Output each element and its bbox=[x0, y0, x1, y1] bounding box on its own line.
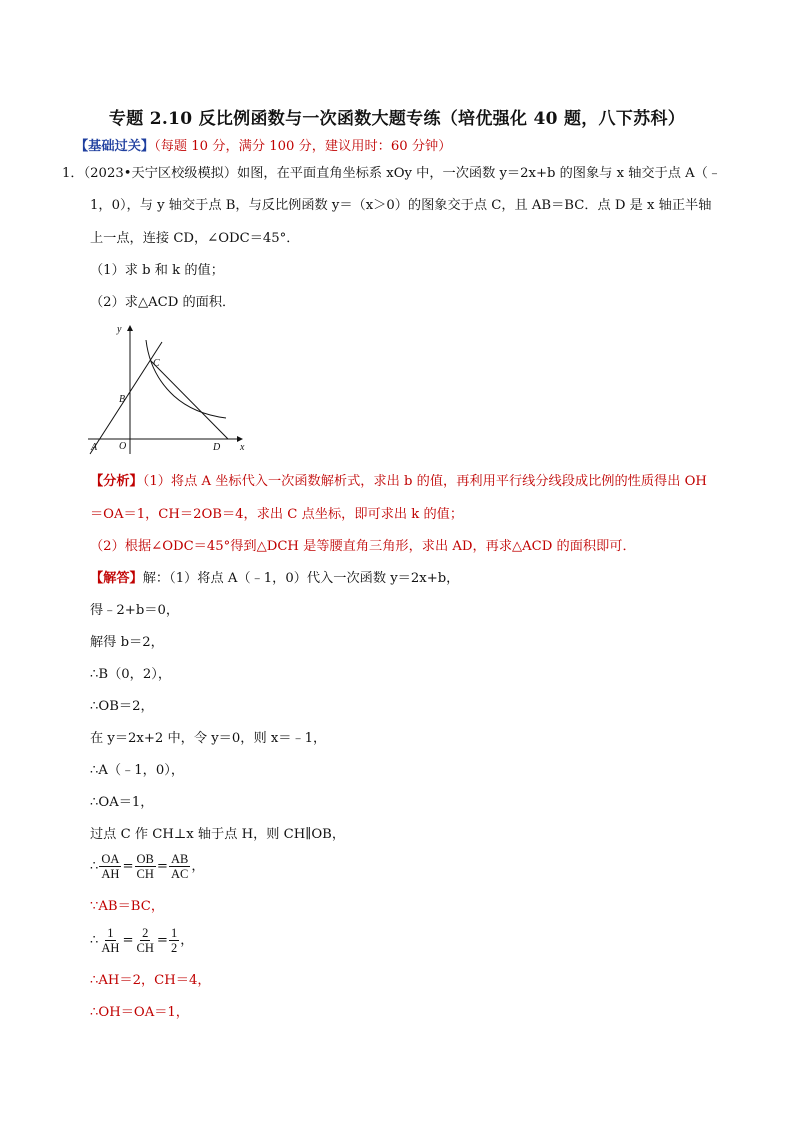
solution-tag: 【解答】 bbox=[90, 571, 143, 586]
fraction bbox=[99, 852, 121, 881]
solution-line-11 bbox=[90, 898, 164, 916]
function-graph-figure bbox=[86, 318, 250, 458]
segment-cd bbox=[150, 360, 228, 439]
question-2: （2）求△ACD 的面积． bbox=[90, 295, 236, 310]
solution-line-13: ∴AH＝2，CH＝4， bbox=[90, 973, 211, 988]
solution-line-2: 得﹣2+b＝0， bbox=[90, 603, 180, 618]
problem-text-1: 如图，在平面直角坐标系 xOy 中，一次函数 y＝2x+b 的图象与 x 轴交于点 A（﹣ bbox=[237, 166, 722, 181]
problem-line-1 bbox=[62, 165, 721, 183]
therefore-symbol: ∴ bbox=[90, 859, 99, 874]
numerator: 2 bbox=[142, 926, 149, 940]
question-1: （1）求 b 和 k 的值； bbox=[90, 263, 224, 278]
page-title: 专题 2.10 反比例函数与一次函数大题专练（培优强化 40 题，八下苏科） bbox=[108, 109, 686, 129]
solution-line-5: ∴OB＝2， bbox=[90, 699, 154, 714]
y-axis-label: y bbox=[117, 324, 122, 335]
denominator: CH bbox=[136, 941, 154, 955]
problem-number: 1． bbox=[62, 166, 84, 181]
section-header bbox=[75, 138, 451, 156]
proportion-equation-2 bbox=[90, 926, 193, 955]
solution-line-6: 在 y＝2x+2 中，令 y＝0，则 x＝﹣1， bbox=[90, 731, 327, 746]
denominator: AC bbox=[170, 867, 189, 881]
solution-text-1: 解：（1）将点 A（﹣1，0）代入一次函数 y＝2x+b， bbox=[142, 571, 460, 586]
point-c-label: C bbox=[153, 358, 160, 369]
solution-line-4: ∴B（0，2）， bbox=[90, 667, 172, 682]
therefore-symbol: ∴ bbox=[90, 933, 99, 948]
solution-text-11: AB＝BC， bbox=[98, 899, 165, 914]
solution-line-14: ∴OH＝OA＝1， bbox=[90, 1005, 189, 1020]
solution-line-1 bbox=[90, 570, 459, 588]
analysis-line-3: （2）根据∠ODC＝45°得到△DCH 是等腰直角三角形，求出 AD，再求△ACD 的面积即可． bbox=[90, 539, 636, 554]
fraction bbox=[135, 926, 156, 955]
x-axis-label: x bbox=[240, 442, 245, 453]
hyperbola-curve bbox=[146, 340, 226, 418]
analysis-line-2: ＝OA＝1，CH＝2OB＝4，求出 C 点坐标，即可求出 k 的值； bbox=[90, 507, 464, 522]
fraction bbox=[135, 852, 156, 881]
denominator: AH bbox=[101, 867, 120, 881]
denominator: 2 bbox=[170, 941, 178, 955]
section-tag: 【基础过关】 bbox=[75, 139, 155, 154]
solution-line-9: 过点 C 作 CH⊥x 轴于点 H，则 CH∥OB， bbox=[90, 827, 346, 842]
problem-line-2: 1，0），与 y 轴交于点 B，与反比例函数 y＝（x＞0）的图象交于点 C，且 AB＝BC．点 D 是 x 轴正半轴 bbox=[90, 198, 712, 213]
fraction bbox=[169, 926, 179, 955]
numerator: OA bbox=[101, 852, 120, 866]
numerator: 1 bbox=[107, 926, 114, 940]
numerator: OB bbox=[136, 852, 154, 866]
comma: ， bbox=[180, 933, 194, 948]
equals-sign: = bbox=[156, 859, 168, 874]
solution-line-7: ∴A（﹣1，0）， bbox=[90, 763, 185, 778]
point-d-label: D bbox=[213, 442, 221, 453]
numerator: AB bbox=[170, 852, 189, 866]
problem-source: （2023•天宁区校级模拟） bbox=[83, 166, 238, 181]
point-a-label: A bbox=[91, 442, 98, 453]
fraction bbox=[99, 926, 121, 955]
equals-sign: = bbox=[122, 859, 134, 874]
section-info: （每题 10 分，满分 100 分，建议用时：60 分钟） bbox=[154, 139, 452, 154]
solution-line-3: 解得 b＝2， bbox=[90, 635, 164, 650]
analysis-tag: 【分析】 bbox=[90, 474, 143, 489]
denominator: CH bbox=[136, 867, 154, 881]
proportion-equation-1 bbox=[90, 852, 205, 881]
problem-line-3: 上一点，连接 CD，∠ODC＝45°． bbox=[90, 231, 300, 246]
comma: ， bbox=[191, 859, 205, 874]
numerator: 1 bbox=[170, 926, 178, 940]
equals-sign: = bbox=[122, 933, 134, 948]
analysis-text-1: （1）将点 A 坐标代入一次函数解析式，求出 b 的值，再利用平行线分线段成比例的性质得出 OH bbox=[142, 474, 707, 489]
fraction bbox=[169, 852, 190, 881]
point-b-label: B bbox=[119, 394, 126, 405]
equals-sign: = bbox=[156, 933, 168, 948]
because-symbol: ∵ bbox=[90, 899, 99, 914]
origin-label: O bbox=[119, 441, 127, 452]
denominator: AH bbox=[101, 941, 120, 955]
solution-line-8: ∴OA＝1， bbox=[90, 795, 154, 810]
analysis-line-1 bbox=[90, 473, 707, 491]
line-ab bbox=[90, 342, 162, 454]
